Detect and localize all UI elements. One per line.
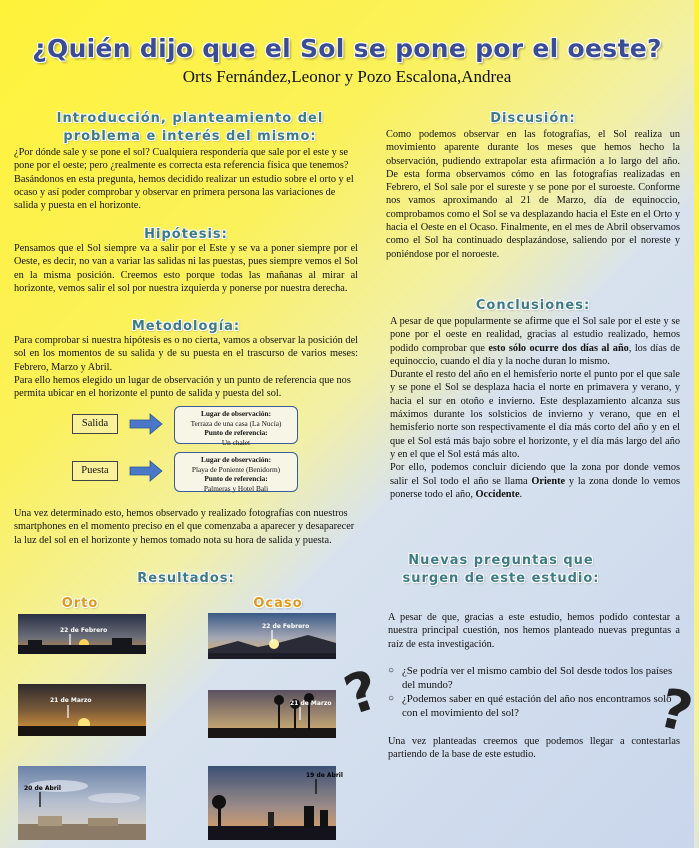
ocaso-label-1: 22 de Febrero	[262, 623, 310, 630]
conclusions-heading: Conclusiones:	[475, 298, 591, 313]
puesta-label: Puesta	[72, 461, 118, 481]
conclusions-p1-bold: esto sólo ocurre dos días al año	[488, 342, 629, 354]
salida-info-box	[174, 406, 298, 447]
intro-text: ¿Por dónde sale y se pone el sol? Cualquiera respondería que sale por el este y se pone por el oeste; pero ¿realmente es correcta esta referencia física que tenemos? Basándonos en esta pregunta, hemos decidido realizar un estudio sobre el orto y el ocaso y así poder comprobar y observar en primera persona las variaciones de salida y puesta en el horizonte.	[14, 147, 354, 212]
orto-label-3: 20 de Abril	[24, 785, 61, 792]
puesta-ref-title: Punto de referencia:	[204, 474, 268, 483]
poster-title: ¿Quién dijo que el Sol se pone por el oeste?	[32, 34, 662, 63]
question-mark-left-icon: ?	[336, 657, 387, 728]
ocaso-arrow-1	[270, 630, 274, 644]
orto-heading: Orto	[61, 596, 99, 611]
conclusions-p1-b: , los días de equinoccio, cuando el día y la noche duran lo mismo.	[390, 342, 680, 367]
puesta-ref-value: Palmeras y Hotel Bali	[203, 483, 269, 493]
salida-obs-title: Lugar de observación:	[201, 409, 271, 418]
salida-label: Salida	[72, 414, 118, 434]
conclusions-p1-a: A pesar de que popularmente se afirme que el Sol sale por el este y se pone por el oeste en realidad, gracias al estudio realizado, hemos podido comprobar que	[390, 316, 680, 354]
discussion-heading: Discusión:	[490, 111, 576, 126]
questions-intro: A pesar de que, gracias a este estudio, hemos podido contestar a nuestra principal cuestión, nos hemos planteado nuevas preguntas a raíz de esta investigación.	[388, 612, 680, 650]
ocaso-arrow-2	[298, 707, 302, 721]
orto-arrow-1	[68, 634, 72, 646]
questions-closing: Una vez planteadas creemos que podemos llegar a contestarlas partiendo de la base de este estudio.	[388, 736, 680, 761]
salida-ref-title: Punto de referencia:	[204, 428, 268, 437]
questions-heading: Nuevas preguntas que surgen de este estudio:	[402, 553, 600, 586]
results-heading: Resultados:	[137, 571, 235, 586]
conclusions-oriente: Oriente	[531, 475, 566, 487]
poster-authors: Orts Fernández,Leonor y Pozo Escalona,Andrea	[182, 67, 512, 86]
puesta-arrow-icon	[130, 461, 162, 481]
puesta-obs-title: Lugar de observación:	[201, 455, 271, 464]
salida-ref-value: Un chalet	[221, 437, 251, 447]
discussion-text: Como podemos observar en las fotografías, el Sol realiza un movimiento aparente durante los meses que hemos hecho la observación, pudiendo extrapolar esta afirmación a lo largo del año. De esta forma observamos cómo en las fotografías realizadas en Febrero, el Sol sale por el sureste y se pone por el suroeste. Conforme nos vamos aproximando al 21 de Marzo, día de equinoccio, comprobamos como el Sol se va desplazando hacia el Este en el Orto y hacia el Oeste en el Ocaso. Finalmente, en el mes de Abril observamos como el Sol ha continuado desplazándose, saliendo por el noreste y poniéndose por el noroeste.	[386, 129, 680, 260]
ocaso-arrow-3	[314, 779, 318, 795]
questions-list	[388, 664, 680, 720]
methodology-text-2: Para ello hemos elegido un lugar de observación y un punto de referencia que nos permita ubicar en el horizonte el punto de salida y puesta del sol.	[14, 375, 351, 400]
question-mark-right-icon: ?	[652, 676, 699, 745]
conclusions-text	[390, 315, 680, 501]
orto-label-1: 22 de Febrero	[60, 627, 108, 634]
salida-arrow-icon	[130, 414, 162, 434]
conclusions-p3-a: Por ello, podemos concluir diciendo que la zona por donde vemos salir el Sol todo el año se llama	[390, 462, 680, 487]
intro-heading: Introducción, planteamiento del problema e interés del mismo:	[56, 111, 324, 144]
puesta-info-box	[174, 452, 298, 492]
ocaso-label-3: 19 de Abril	[306, 772, 343, 779]
conclusions-p3-b: y la zona donde lo vemos ponerse todo el año,	[390, 475, 680, 500]
hypothesis-text: Pensamos que el Sol siempre va a salir por el Este y se va a poner siempre por el Oeste, es decir, no van a variar las salidas ni las puestas, pues siempre vemos el Sol en la misma posición. Creemos esto porque todas las mañanas al mirar al horizonte, vemos salir el sol por nuestra izquierda y ponerse por nuestra derecha.	[14, 243, 358, 294]
orto-arrow-3	[38, 792, 42, 808]
orto-photo-february	[18, 614, 146, 654]
ocaso-heading: Ocaso	[253, 596, 303, 611]
conclusions-occidente: Occidente	[475, 488, 520, 500]
ocaso-photo-march	[208, 690, 336, 738]
salida-obs-value: Terraza de una casa (La Nucía)	[190, 418, 282, 428]
question-item-2: ○ ¿Podemos saber en qué estación del año nos encontramos solo con el movimiento del sol?	[388, 692, 680, 720]
methodology-text-3: Una vez determinado esto, hemos observado y realizado fotografías con nuestros smartphones en el momento preciso en el que comenzaba a aparecer y desaparecer la luz del sol en el horizonte y hemos tomado nota su hora de salida y puesta.	[14, 508, 355, 546]
ocaso-label-2: 21 de Marzo	[290, 700, 332, 707]
question-item-1: ○ ¿Se podría ver el mismo cambio del Sol desde todos los países del mundo?	[388, 664, 680, 692]
orto-label-2: 21 de Marzo	[50, 697, 92, 704]
puesta-obs-value: Playa de Poniente (Benidorm)	[191, 464, 281, 474]
conclusions-p2: Durante el resto del año en el hemisferio norte el punto por el que sale y se pone el Sol se desplaza hacia el norte en primavera y verano, y hacia el sur en otoño e invierno. Este desplazamiento alcanza sus máximos durante los solsticios de invierno y verano, que en el hemisferio norte son respectivamente el día más corto del año y en el que el Sol está más bajo sobre el horizonte, y el día más largo del año y en el que el Sol está más alto.	[390, 369, 680, 460]
orto-arrow-2	[66, 705, 70, 719]
methodology-text-1: Para comprobar si nuestra hipótesis es o no cierta, vamos a observar la posición del sol en los momentos de su salida y de su puesta en el trascurso de varios meses: Febrero, Marzo y Abril.	[14, 335, 358, 373]
methodology-heading: Metodología:	[131, 319, 241, 334]
conclusions-p3-c: .	[519, 488, 523, 500]
orto-photo-march	[18, 684, 146, 736]
hypothesis-heading: Hipótesis:	[144, 227, 228, 242]
